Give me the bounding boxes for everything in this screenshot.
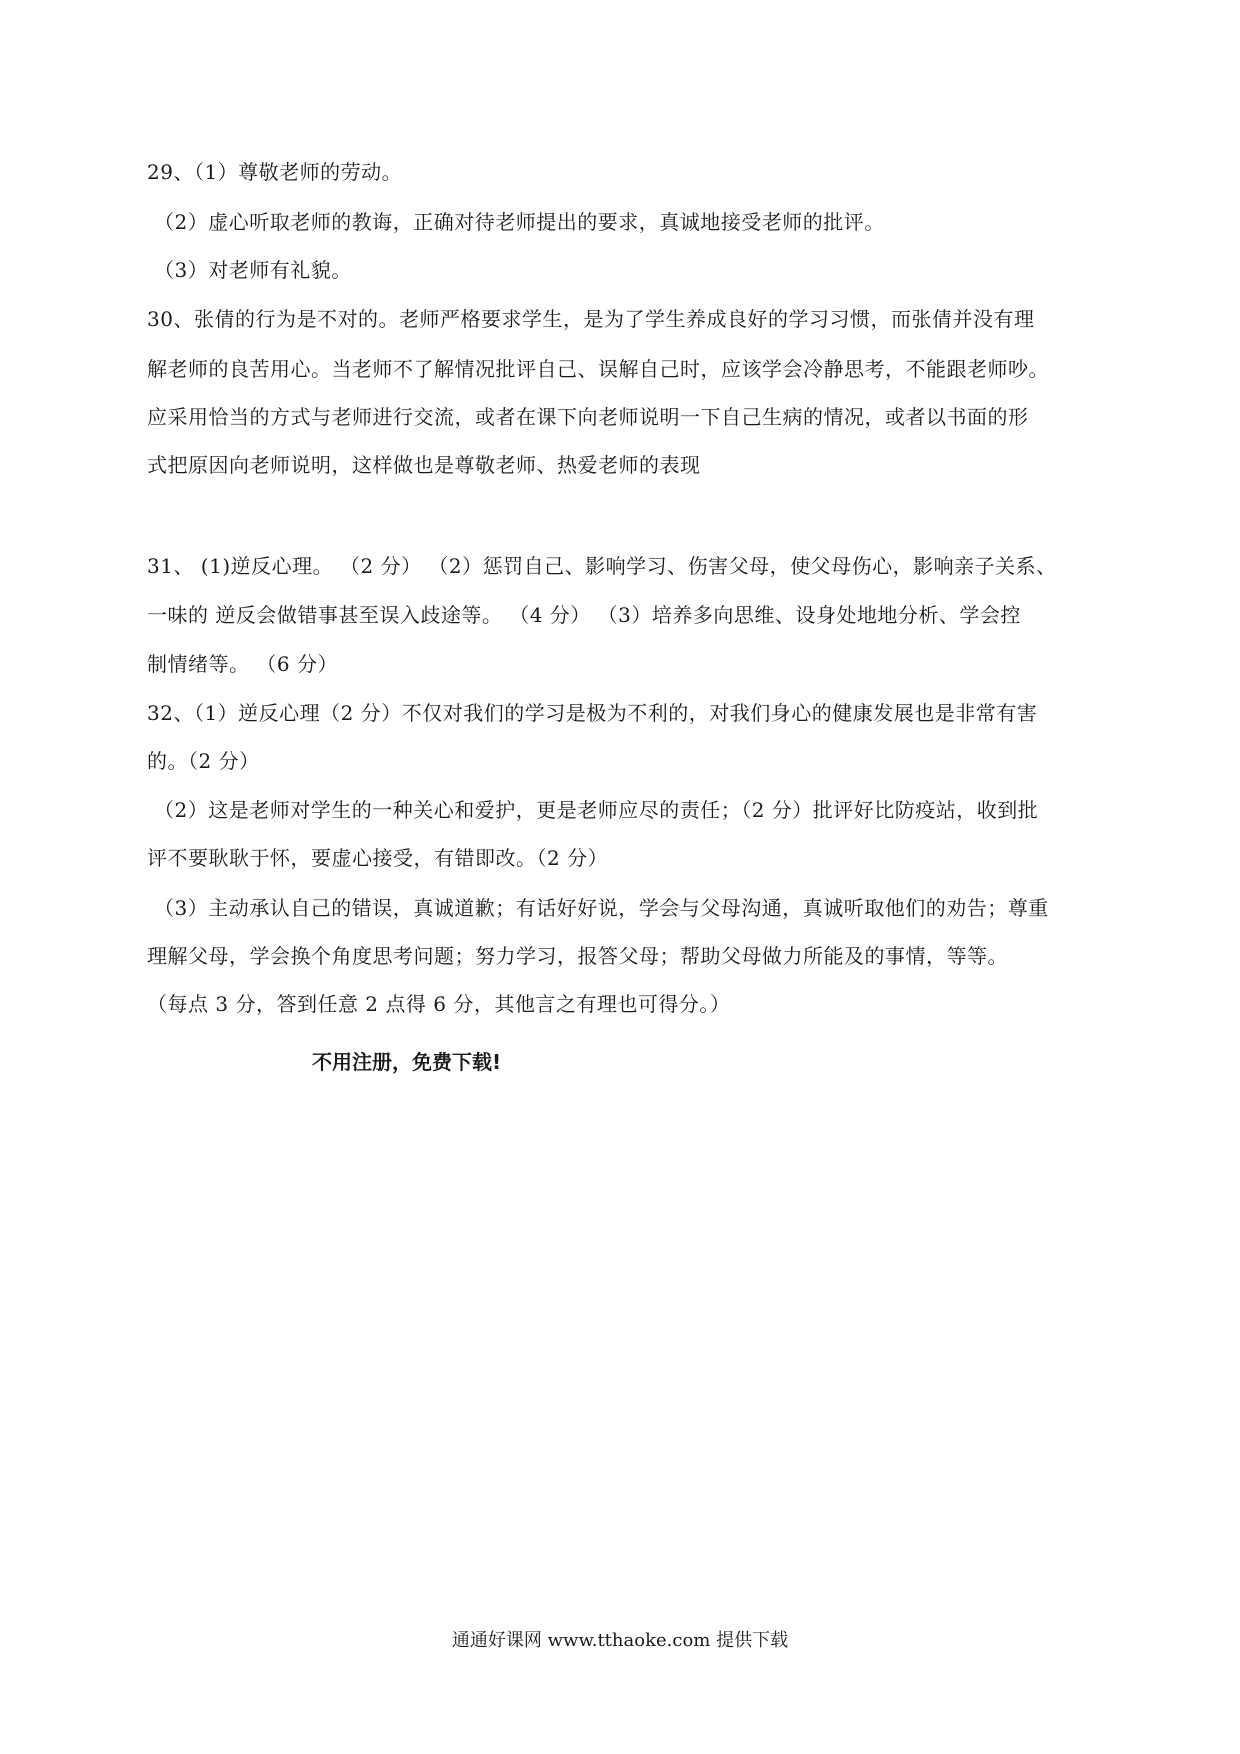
answer-30-line-1: 30、张倩的行为是不对的。老师严格要求学生，是为了学生养成良好的学习习惯，而张倩并没有理 [147, 307, 1035, 331]
answer-32-part-2-line-1: （2）这是老师对学生的一种关心和爱护，更是老师应尽的责任；（2 分）批评好比防疫站，收到批 [154, 798, 1039, 822]
free-download-notice: 不用注册，免费下载! [312, 1050, 502, 1074]
answer-32-part-1-line-1: 32、（1）逆反心理（2 分）不仅对我们的学习是极为不利的，对我们身心的健康发展也是非常有害 [147, 701, 1038, 725]
answer-31-line-2: 一味的 逆反会做错事甚至误入歧途等。 （4 分） （3）培养多向思维、设身处地地分析、学会控 [147, 603, 1021, 627]
answer-30-line-2: 解老师的良苦用心。当老师不了解情况批评自己、误解自己时，应该学会冷静思考，不能跟老师吵。 [147, 357, 1049, 381]
answer-29-part-1: 29、（1）尊敬老师的劳动。 [147, 160, 403, 184]
answer-31-line-1: 31、 (1)逆反心理。 （2 分） （2）惩罚自己、影响学习、伤害父母，使父母伤心，影响亲子关系、 [147, 554, 1057, 578]
answer-30-line-3: 应采用恰当的方式与老师进行交流，或者在课下向老师说明一下自己生病的情况，或者以书面的形 [147, 405, 1029, 429]
answer-32-part-3-line-2: 理解父母，学会换个角度思考问题；努力学习，报答父母；帮助父母做力所能及的事情，等等。 [147, 944, 1008, 968]
site-footer: 通通好课网 www.tthaoke.com 提供下载 [451, 1630, 789, 1651]
answer-29-part-3: （3）对老师有礼貌。 [154, 258, 352, 282]
answer-32-part-2-line-2: 评不要耿耿于怀，要虚心接受，有错即改。（2 分） [147, 846, 609, 870]
answer-32-part-1-line-2: 的。（2 分） [147, 749, 260, 773]
scoring-note: （每点 3 分，答到任意 2 点得 6 分，其他言之有理也可得分。） [147, 992, 731, 1016]
answer-29-part-2: （2）虚心听取老师的教诲，正确对待老师提出的要求，真诚地接受老师的批评。 [154, 210, 885, 234]
answer-31-line-3: 制情绪等。 （6 分） [147, 652, 338, 676]
answer-30-line-4: 式把原因向老师说明，这样做也是尊敬老师、热爱老师的表现 [147, 453, 701, 477]
answer-32-part-3-line-1: （3）主动承认自己的错误，真诚道歉；有话好好说，学会与父母沟通，真诚听取他们的劝告；尊重 [154, 896, 1049, 920]
